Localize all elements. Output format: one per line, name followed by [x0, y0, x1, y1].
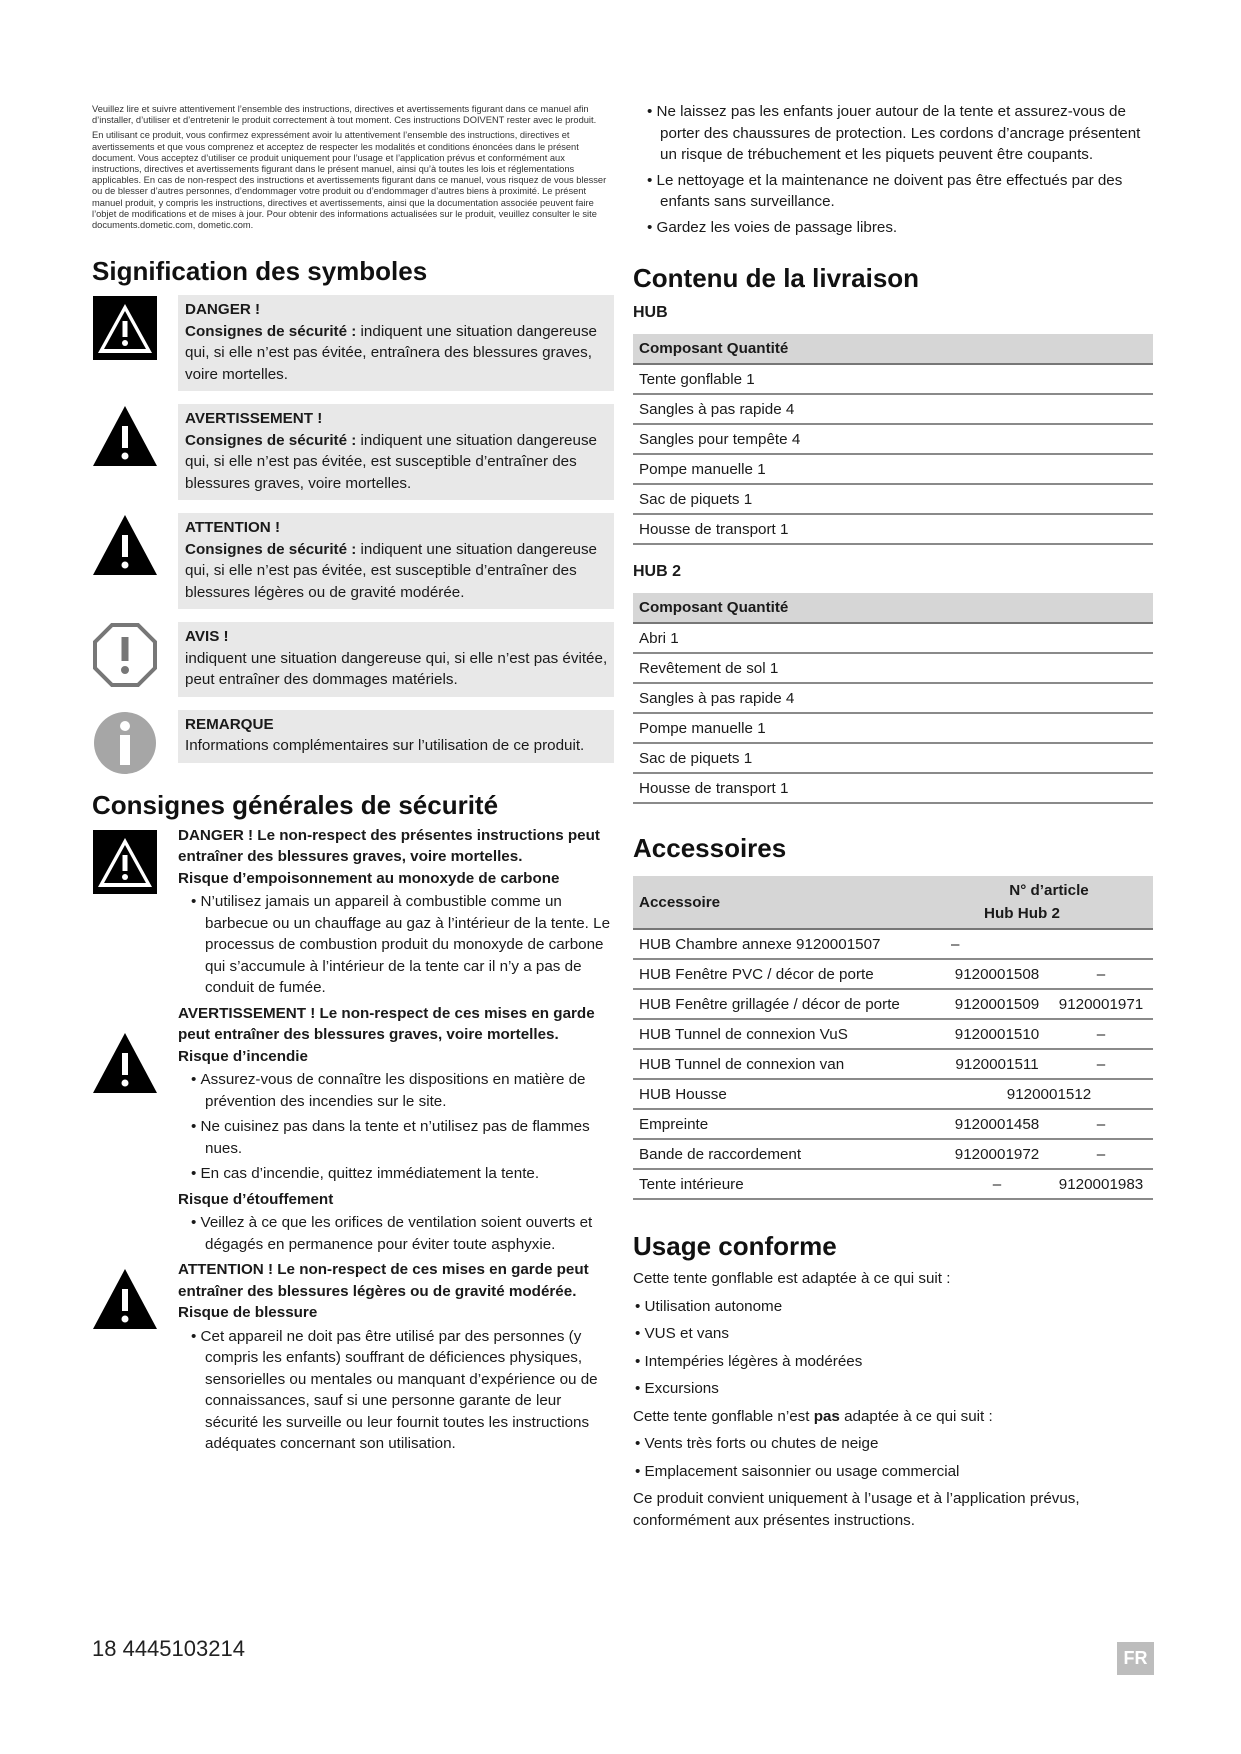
table-row: [633, 683, 1153, 713]
table-row: [633, 1079, 1153, 1109]
table-cell: Tente intérieure: [633, 1169, 945, 1199]
table-cell: 9120001972: [945, 1139, 1049, 1169]
safety-caution: [92, 1259, 614, 1459]
table-cell: 9120001511: [945, 1049, 1049, 1079]
list-item: • En cas d’incendie, quittez immédiatement la tente.: [178, 1163, 614, 1185]
table-cell: Sangles pour tempête 4: [633, 424, 1153, 454]
hub-contents-table: [633, 334, 1153, 545]
hub2-label: HUB 2: [633, 563, 682, 580]
usage-not-post: adaptée à ce qui suit :: [839, 1407, 993, 1425]
table-header: Composant Quantité: [633, 334, 1153, 364]
delivery-heading: Contenu de la livraison: [633, 263, 920, 293]
safety-warning: [92, 1003, 614, 1260]
table-cell: Empreinte: [633, 1109, 945, 1139]
symbol-notice-text: [178, 622, 614, 697]
table-header: Composant Quantité: [633, 593, 1153, 623]
table-row: [633, 773, 1153, 803]
table-cell: Bande de raccordement: [633, 1139, 945, 1169]
table-cell: Revêtement de sol 1: [633, 653, 1153, 683]
hub2-contents-table: [633, 593, 1153, 804]
safety-caution-sub: Risque de blessure: [178, 1304, 318, 1322]
usage-not-intro: [633, 1406, 1155, 1428]
symbol-caution-text: [178, 513, 614, 609]
symbol-warning: [92, 404, 614, 500]
safety-warning-sub2: Risque d’étouffement: [178, 1190, 334, 1208]
caution-icon: [92, 1267, 158, 1333]
table-cell: HUB Fenêtre PVC / décor de porte: [633, 959, 945, 989]
symbol-warning-title: AVERTISSEMENT !: [185, 410, 323, 428]
table-cell: –: [1049, 1109, 1153, 1139]
table-row: [633, 653, 1153, 683]
table-cell: Abri 1: [633, 623, 1153, 653]
warning-icon: [92, 1031, 158, 1097]
table-cell: –: [1049, 1019, 1153, 1049]
table-cell: Housse de transport 1: [633, 514, 1153, 544]
symbols-heading: Signification des symboles: [92, 256, 428, 287]
table-row: [633, 1139, 1153, 1169]
safety-heading: Consignes générales de sécurité: [92, 789, 499, 820]
language-badge: FR: [1117, 1642, 1154, 1675]
table-row: [633, 623, 1153, 653]
table-cell: Pompe manuelle 1: [633, 713, 1153, 743]
table-row: [633, 424, 1153, 454]
table-cell: –: [1049, 959, 1153, 989]
symbol-warning-lead: Consignes de sécurité :: [185, 431, 357, 449]
symbol-danger-title: DANGER !: [185, 301, 261, 319]
table-cell: 9120001509: [945, 989, 1049, 1019]
table-row: [633, 959, 1153, 989]
symbol-danger-lead: Consignes de sécurité :: [185, 322, 357, 340]
intro-paragraph-2: En utilisant ce produit, vous confirmez expressément avoir lu attentivement l’ensemble des instructions, directives et avertissements et que vous comprenez et acceptez de respecter les modalités et conditions énoncées dans le présent document. Vous acceptez d’utiliser ce produit uniquement pour l’usage et l’application prévus et conformément aux instructions, directives et avertissements figurant dans le présent manuel, ainsi qu’à toutes les lois et réglementations applicables. En cas de non-respect des instructions et avertissements figurant dans ce manuel, vous risquez de vous blesser ou de blesser d’autres personnes, d’endommager votre produit ou d’endommager d’autres biens à proximité. Le présent manuel produit, y compris les instructions, directives et avertissements, ainsi que la documentation associée peuvent faire l’objet de modifications et de mises à jour. Pour obtenir des informations actualisées sur le produit, veuillez consulter le site documents.dometic.com, dometic.com.: [92, 130, 607, 231]
danger-icon: [92, 295, 158, 361]
table-row: [633, 713, 1153, 743]
safety-warning-sub1: Risque d’incendie: [178, 1047, 308, 1065]
symbol-note-text: [178, 710, 614, 763]
table-cell: –: [1049, 1049, 1153, 1079]
list-item: • Excursions: [633, 1378, 1155, 1400]
symbol-notice-title: AVIS !: [185, 628, 229, 646]
table-cell: –: [1049, 1139, 1153, 1169]
safety-caution-head: ATTENTION ! Le non-respect de ces mises en garde peut entraîner des blessures légères ou de gravité modérée.: [178, 1261, 589, 1300]
list-item: • Le nettoyage et la maintenance ne doivent pas être effectués par des enfants sans surveillance.: [633, 170, 1155, 213]
notice-icon: [92, 622, 158, 688]
table-header: N° d’article: [945, 876, 1153, 901]
list-item: • Intempéries légères à modérées: [633, 1351, 1155, 1373]
symbol-note-desc: Informations complémentaires sur l’utilisation de ce produit.: [185, 737, 585, 755]
symbol-danger-text: [178, 295, 614, 391]
table-cell: HUB Tunnel de connexion VuS: [633, 1019, 945, 1049]
accessories-heading: Accessoires: [633, 833, 787, 863]
table-cell: –: [945, 1169, 1049, 1199]
table-row: [633, 1049, 1153, 1079]
table-cell: HUB Tunnel de connexion van: [633, 1049, 945, 1079]
table-cell: 9120001971: [1049, 989, 1153, 1019]
table-cell: 9120001983: [1049, 1169, 1153, 1199]
symbol-caution-title: ATTENTION !: [185, 519, 281, 537]
table-cell: Tente gonflable 1: [633, 364, 1153, 394]
list-item: • Veillez à ce que les orifices de ventilation soient ouverts et dégagés en permanence pour éviter toute asphyxie.: [178, 1212, 614, 1255]
symbol-warning-text: [178, 404, 614, 500]
symbol-danger-desc: indiquent une situation dangereuse qui, si elle n’est pas évitée, entraînera des blessures graves, voire mortelles.: [185, 322, 597, 383]
list-item: • Utilisation autonome: [633, 1296, 1155, 1318]
list-item: • Ne cuisinez pas dans la tente et n’utilisez pas de flammes nues.: [178, 1116, 614, 1159]
symbol-warning-desc: indiquent une situation dangereuse qui, si elle n’est pas évitée, est susceptible d’entraîner des blessures graves, voire mortelles.: [185, 431, 597, 492]
left-column: [92, 104, 614, 1459]
safety-danger-text: [178, 825, 614, 1003]
table-header: Accessoire: [633, 876, 945, 929]
table-row: [633, 929, 1153, 959]
table-row: [633, 514, 1153, 544]
table-cell: [1049, 929, 1153, 959]
table-cell: Sac de piquets 1: [633, 743, 1153, 773]
symbol-caution-desc: indiquent une situation dangereuse qui, si elle n’est pas évitée, est susceptible d’entraîner des blessures légères ou de gravité modérée.: [185, 540, 597, 601]
table-row: [633, 484, 1153, 514]
symbol-caution-lead: Consignes de sécurité :: [185, 540, 357, 558]
safety-danger: [92, 825, 614, 1003]
safety-warning-text: [178, 1003, 614, 1260]
table-row: [633, 1109, 1153, 1139]
intro-text: [92, 104, 612, 231]
usage-intro: Cette tente gonflable est adaptée à ce qui suit :: [633, 1270, 951, 1287]
info-icon: [92, 710, 158, 776]
warning-icon: [92, 404, 158, 470]
list-item: • Ne laissez pas les enfants jouer autour de la tente et assurez-vous de porter des chaussures de protection. Les cordons d’ancrage présentent un risque de trébuchement et les piquets peuvent être coupants.: [633, 101, 1155, 166]
usage-not-bold: pas: [813, 1407, 840, 1425]
symbol-note-title: REMARQUE: [185, 715, 274, 733]
list-item: • Emplacement saisonnier ou usage commercial: [633, 1461, 1155, 1483]
accessories-table: [633, 876, 1153, 1200]
table-cell: HUB Chambre annexe 9120001507: [633, 929, 945, 959]
usage-heading: Usage conforme: [633, 1231, 837, 1261]
table-row: [633, 364, 1153, 394]
table-cell: HUB Fenêtre grillagée / décor de porte: [633, 989, 945, 1019]
list-item: • Cet appareil ne doit pas être utilisé par des personnes (y compris les enfants) souffrant de déficiences physiques, sensorielles ou mentales ou manquant d’expérience ou de connaissances, sauf si une personne garante de leur sécurité les surveille ou leur fournit toutes les instructions adéquates concernant son utilisation.: [178, 1326, 614, 1455]
list-item: • N’utilisez jamais un appareil à combustible comme un barbecue ou un chauffage au gaz à l’intérieur de la tente. Le processus de combustion produit du monoxyde de carbone qui s’accumule à l’intérieur de la tente car il n’y a pas de conduit de fumée.: [178, 891, 614, 999]
page-number: 18 4445103214: [92, 1636, 245, 1661]
list-item: • Vents très forts ou chutes de neige: [633, 1433, 1155, 1455]
table-cell: Sangles à pas rapide 4: [633, 394, 1153, 424]
table-row: [633, 1019, 1153, 1049]
safety-caution-text: [178, 1259, 614, 1459]
usage-not-pre: Cette tente gonflable n’est: [633, 1407, 814, 1425]
intro-paragraph-1: Veuillez lire et suivre attentivement l’ensemble des instructions, directives et avertissements figurant dans ce manuel afin d’installer, d’utiliser et d’entretenir le produit correctement à tout moment. Ces instructions DOIVENT rester avec le produit.: [92, 104, 597, 126]
table-cell: Sangles à pas rapide 4: [633, 683, 1153, 713]
table-row: [633, 454, 1153, 484]
table-row: [633, 989, 1153, 1019]
table-cell: 9120001512: [945, 1079, 1153, 1109]
table-cell: 9120001508: [945, 959, 1049, 989]
symbol-notice-desc: indiquent une situation dangereuse qui, si elle n’est pas évitée, peut entraîner des dommages matériels.: [185, 649, 608, 689]
table-cell: –: [945, 929, 1049, 959]
table-row: [633, 394, 1153, 424]
safety-danger-sub: Risque d’empoisonnement au monoxyde de carbone: [178, 869, 560, 887]
danger-icon: [92, 829, 158, 895]
symbol-caution: [92, 513, 614, 609]
symbol-danger: [92, 295, 614, 391]
right-column: [633, 101, 1155, 1537]
hub-label: HUB: [633, 304, 668, 321]
list-item: • VUS et vans: [633, 1323, 1155, 1345]
table-cell: 9120001458: [945, 1109, 1049, 1139]
table-row: [633, 1169, 1153, 1199]
table-cell: Sac de piquets 1: [633, 484, 1153, 514]
safety-warning-head: AVERTISSEMENT ! Le non-respect de ces mises en garde peut entraîner des blessures graves, voire mortelles.: [178, 1004, 595, 1044]
list-item: • Assurez-vous de connaître les dispositions en matière de prévention des incendies sur le site.: [178, 1069, 614, 1112]
table-header: Hub Hub 2: [945, 901, 1153, 929]
table-cell: HUB Housse: [633, 1079, 945, 1109]
usage-outro: Ce produit convient uniquement à l’usage et à l’application prévus, conformément aux présentes instructions.: [633, 1490, 1080, 1529]
table-cell: Housse de transport 1: [633, 773, 1153, 803]
safety-danger-head: DANGER ! Le non-respect des présentes instructions peut entraîner des blessures graves, voire mortelles.: [178, 826, 600, 866]
symbol-notice: [92, 622, 614, 697]
table-cell: Pompe manuelle 1: [633, 454, 1153, 484]
caution-icon: [92, 513, 158, 579]
table-row: [633, 743, 1153, 773]
list-item: • Gardez les voies de passage libres.: [633, 217, 1155, 239]
table-cell: 9120001510: [945, 1019, 1049, 1049]
symbol-note: [92, 710, 614, 776]
